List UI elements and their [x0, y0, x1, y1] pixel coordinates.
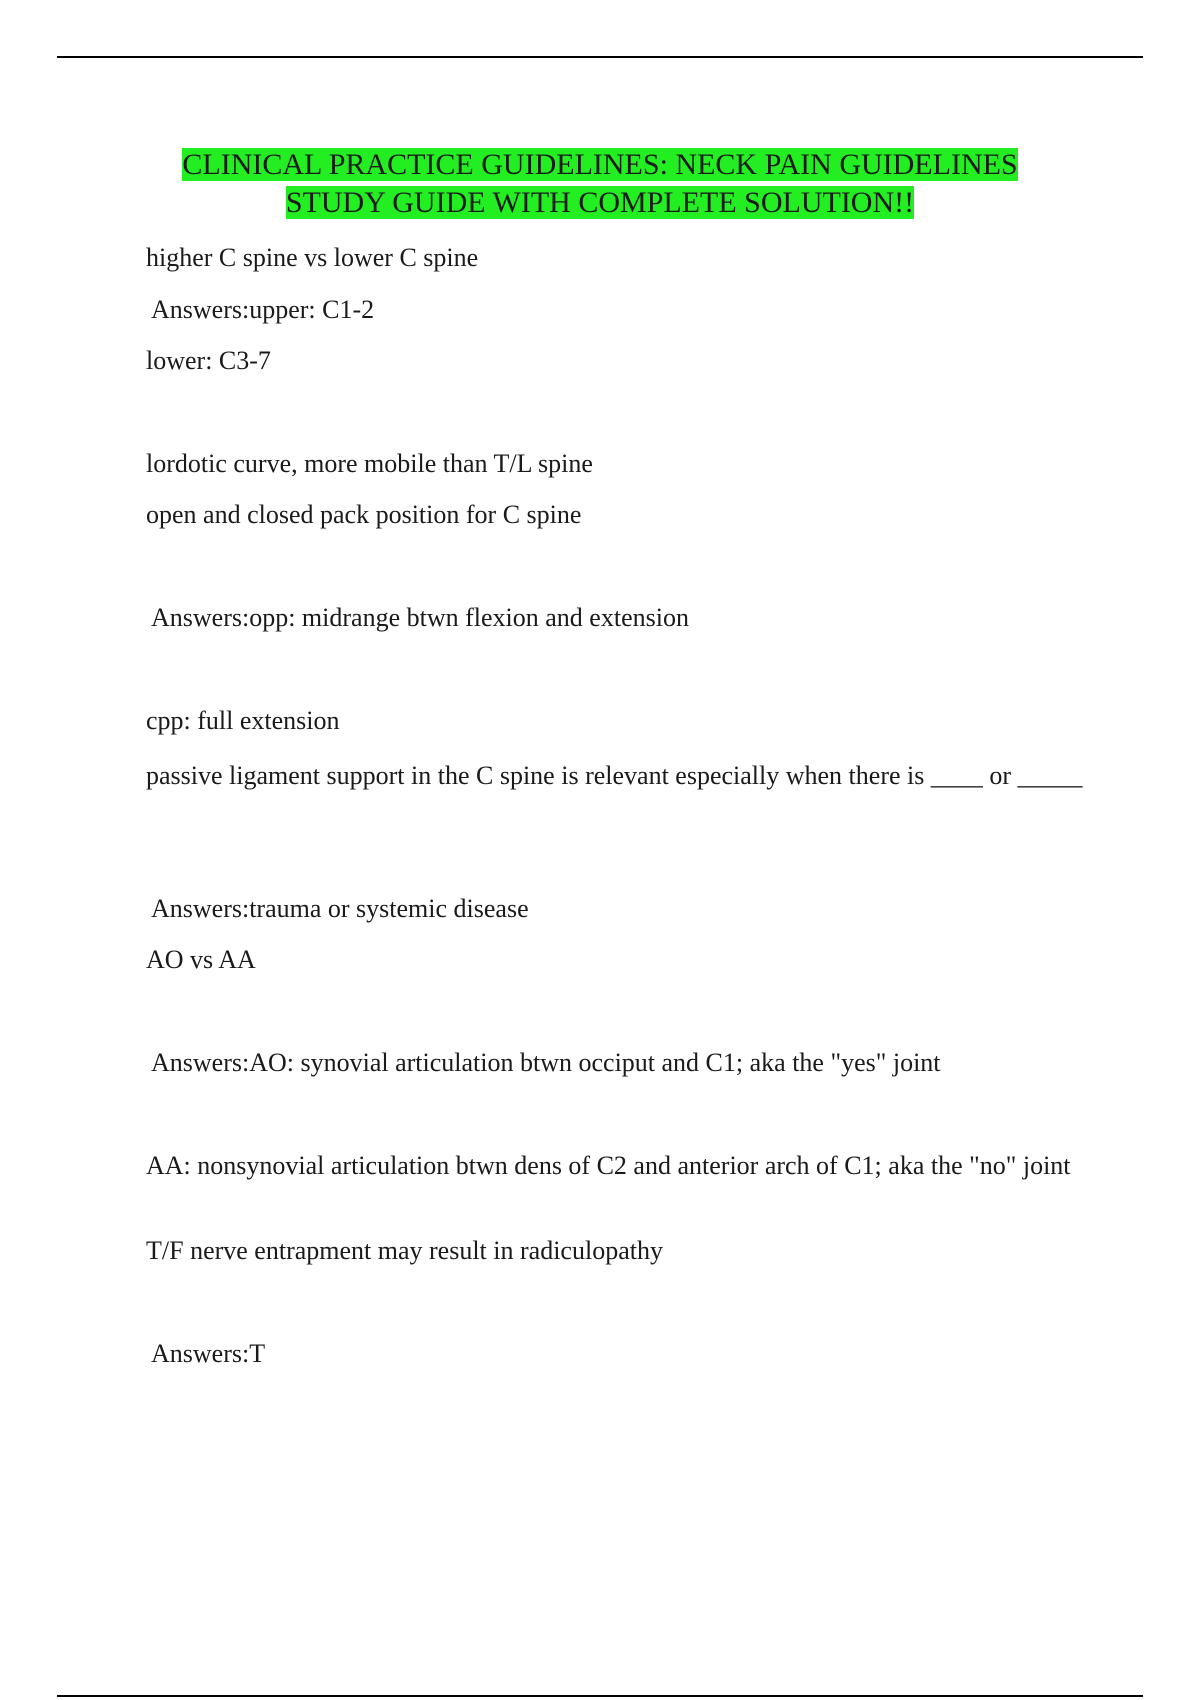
note-lordotic-curve: lordotic curve, more mobile than T/L spine	[146, 449, 593, 478]
title-line-2: STUDY GUIDE WITH COMPLETE SOLUTION!!	[285, 186, 915, 219]
answer-trauma: Answers:trauma or systemic disease	[151, 894, 529, 923]
answer-opp: Answers:opp: midrange btwn flexion and extension	[151, 603, 689, 632]
answer-upper: Answers:upper: C1-2	[151, 295, 375, 324]
answer-true: Answers:T	[151, 1339, 266, 1368]
answer-aa: AA: nonsynovial articulation btwn dens of C2 and anterior arch of C1; aka the "no" joint	[146, 1151, 1071, 1180]
title-line-1: CLINICAL PRACTICE GUIDELINES: NECK PAIN GUIDELINES	[182, 148, 1018, 181]
answer-ao: Answers:AO: synovial articulation btwn occiput and C1; aka the "yes" joint	[151, 1048, 941, 1077]
top-rule	[57, 56, 1143, 58]
question-passive-ligament: passive ligament support in the C spine is relevant especially when there is ____ or _____	[146, 761, 1083, 790]
answer-cpp: cpp: full extension	[146, 706, 340, 735]
question-c-spine-levels: higher C spine vs lower C spine	[146, 243, 479, 272]
answer-lower: lower: C3-7	[146, 346, 271, 375]
question-nerve-entrapment: T/F nerve entrapment may result in radiculopathy	[146, 1236, 663, 1265]
question-ao-vs-aa: AO vs AA	[146, 945, 256, 974]
question-pack-position: open and closed pack position for C spine	[146, 500, 582, 529]
bottom-rule	[57, 1695, 1143, 1697]
document-title	[100, 146, 1100, 222]
